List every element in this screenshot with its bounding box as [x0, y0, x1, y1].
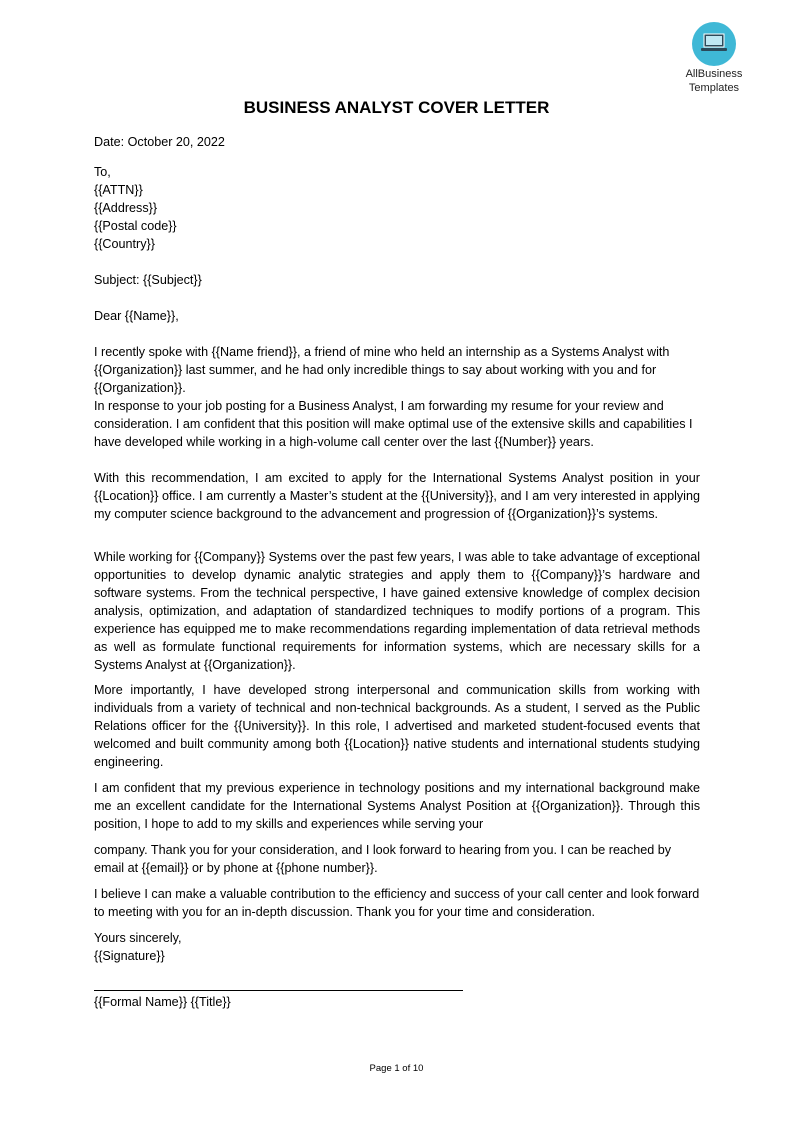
laptop-icon [692, 22, 736, 66]
subject-line: Subject: {{Subject}} [94, 273, 202, 287]
paragraph-recommendation: With this recommendation, I am excited to apply for the International Systems Analyst position in your {{Location}} office. I am currently a Master’s student at the {{University}}, and I am very interested in applying my computer science background to the advancement and progression of {{Organization}}’s systems. [94, 471, 700, 521]
paragraph-interpersonal: More importantly, I have developed strong interpersonal and communication skills from working with individuals from a variety of technical and non-technical backgrounds. As a student, I served as the Public Relations officer for the {{University}}. In this role, I advertised and marketed student-focused events that welcomed and built community among both {{Location}} native students and international students studying engineering. [94, 683, 700, 769]
formal-name-title: {{Formal Name}} {{Title}} [94, 995, 231, 1009]
paragraph-confident: I am confident that my previous experience in technology positions and my international background make me an excellent candidate for the International Systems Analyst Position at {{Organization}}. Through this position, I hope to add to my skills and experiences while serving your [94, 781, 700, 831]
address-attn: {{ATTN}} [94, 183, 143, 197]
paragraph-intro: I recently spoke with {{Name friend}}, a friend of mine who held an internship as a Systems Analyst with {{Organization}} last summer, and he had only incredible things to say about working with you and for {{Organization}}. [94, 345, 670, 395]
logo-text-line2: Templates [688, 82, 740, 94]
document-title: BUSINESS ANALYST COVER LETTER [243, 98, 550, 117]
date-line: Date: October 20, 2022 [94, 135, 225, 149]
address-to: To, [94, 165, 111, 179]
address-postal-code: {{Postal code}} [94, 219, 177, 233]
closing: Yours sincerely, [94, 931, 182, 945]
paragraph-thanks: company. Thank you for your consideration, and I look forward to hearing from you. I can be reached by email at {{email}} or by phone at {{phone number}}. [94, 843, 672, 875]
salutation: Dear {{Name}}, [94, 309, 179, 323]
paragraph-response: In response to your job posting for a Business Analyst, I am forwarding my resume for your review and consideration. I am confident that this position will make optimal use of the extensive skills and capabilities I have developed while working in a high-volume call center over the last {{Number}} years. [94, 399, 693, 449]
page-number: Page 1 of 10 [369, 1063, 424, 1074]
logo-text-line1: AllBusiness [685, 68, 743, 80]
address-street: {{Address}} [94, 201, 158, 215]
company-logo [680, 22, 748, 94]
signature-placeholder: {{Signature}} [94, 949, 165, 963]
signature-line [94, 990, 463, 991]
address-country: {{Country}} [94, 237, 155, 251]
paragraph-contribution: I believe I can make a valuable contribution to the efficiency and success of your call center and look forward to meeting with you for an in-depth discussion. Thank you for your time and consideration. [94, 887, 700, 919]
paragraph-experience: While working for {{Company}} Systems over the past few years, I was able to take advantage of exceptional opportunities to develop dynamic analytic strategies and apply them to {{Company}}’s hardware and software systems. From the technical perspective, I have gained extensive knowledge of complex decision analysis, optimization, and adaptation of standardized techniques to modify portions of a program. This experience has equipped me to make recommendations regarding implementation of data retrieval methods as well as formulate functional requirements for information systems, which are necessary skills for a Systems Analyst at {{Organization}}. [94, 550, 700, 672]
